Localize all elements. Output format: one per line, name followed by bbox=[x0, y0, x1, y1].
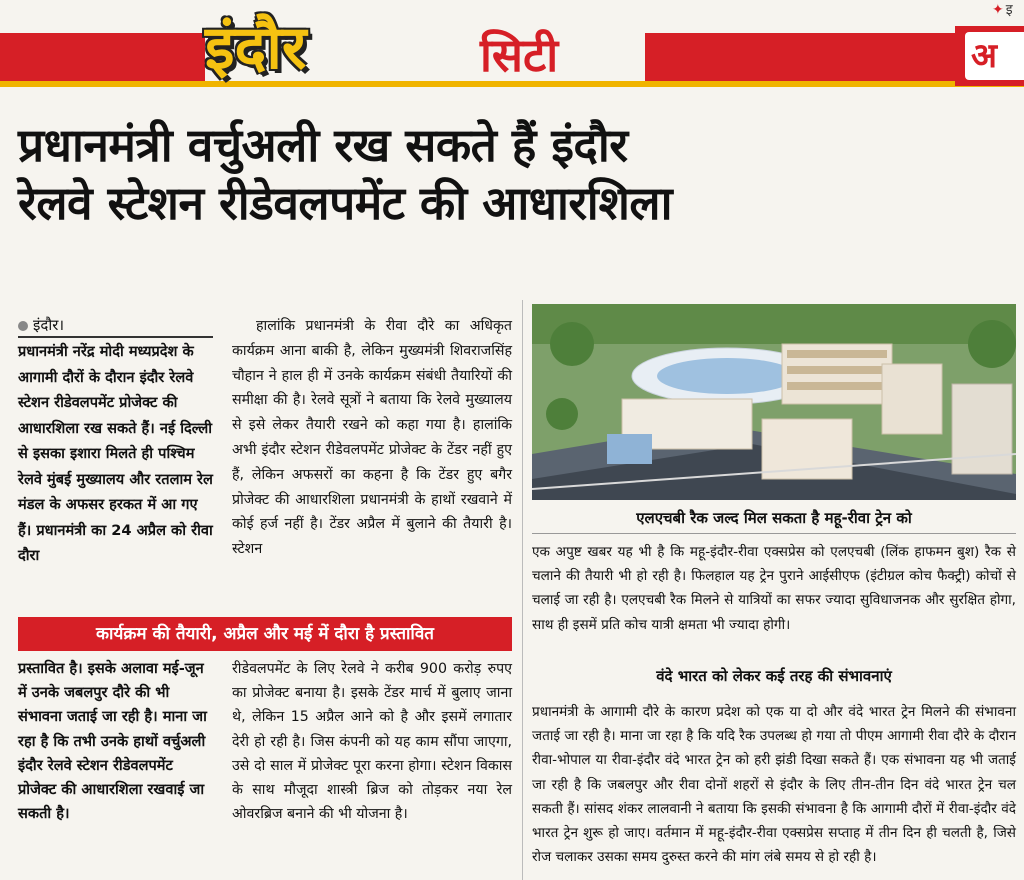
station-render-illustration bbox=[532, 304, 1016, 500]
lead-paragraph-continued: प्रस्तावित है। इसके अलावा मई-जून में उनके जबलपुर दौरे की भी संभावना जताई जा रही है। माना जा रहा है कि तभी उनके हाथों वर्चुअली इंदौर रेलवे स्टेशन रीडेवलपमेंट प्रोजेक्ट की आधारशिला रखवाई जा सकती है। bbox=[18, 660, 207, 823]
column-2-paragraph-continued: रीडेवलपमेंट के लिए रेलवे ने करीब 900 करोड़ रुपए का प्रोजेक्ट बनाया है। इसके टेंडर मार्च में बुलाए जाना थे, लेकिन 15 अप्रैल आने को है और इसमें लगातार देरी हो रही है। जिस कंपनी को यह काम सौंपा जाएगा, उसे दो साल में प्रोजेक्ट पूरा करना होगा। स्टेशन विकास के साथ मौजूदा शास्त्री ब्रिज को तोड़कर नया रेल ओवरब्रिज बनाने की भी योजना है। bbox=[232, 661, 512, 823]
corner-logo bbox=[955, 26, 1024, 86]
red-banner-subheading: कार्यक्रम की तैयारी, अप्रैल और मई में दौरा है प्रस्तावित bbox=[18, 617, 512, 651]
corner-mark-text: इ bbox=[1005, 2, 1013, 18]
right-paragraph-1: एक अपुष्ट खबर यह भी है कि महू-इंदौर-रीवा एक्सप्रेस को एलएचबी (लिंक हाफमन बुश) रैक से चलाने की तैयारी भी हो रही है। फिलहाल यह ट्रेन पुराने आईसीएफ (इंटीग्रल कोच फैक्ट्री) कोचों से चलाई जा रही है। एलएचबी रैक मिलने से यात्रियों का सफर ज्यादा सुविधाजनक और सुरक्षित होगा, साथ ही इसमें प्रति कोच यात्री क्षमता भी ज्यादा होगी। bbox=[532, 544, 1016, 633]
bullet-icon bbox=[18, 321, 28, 331]
station-render-photo bbox=[532, 304, 1016, 500]
masthead-title: इंदौर bbox=[205, 13, 307, 83]
photo-caption: एलएचबी रैक जल्द मिल सकता है महू-रीवा ट्रेन को bbox=[532, 506, 1016, 534]
right-paragraph-2: प्रधानमंत्री के आगामी दौरे के कारण प्रदेश को एक या दो और वंदे भारत ट्रेन मिलने की संभावना जताई जा रही है। माना जा रहा है कि यदि रैक उपलब्ध हो गया तो पीएम आगामी रीवा दौरे के दौरान रीवा-भोपाल या रीवा-इंदौर वंदे भारत ट्रेन को हरी झंडी दिखा सकते हैं। एक संभावना यह भी जताई जा रही है कि जबलपुर और रीवा दोनों शहरों से इंदौर के लिए तीन-तीन दिन वंदे भारत ट्रेन चल सकती हैं। सांसद शंकर लालवानी ने बताया कि इसकी संभावना है कि आगामी दौरों में रीवा-इंदौर वंदे भारत ट्रेन शुरू हो जाए। वर्तमान में महू-इंदौर-रीवा एक्सप्रेस सप्ताह में तीन दिन ही चलती है, जिसे रोज चलाकर उसका समय दुरुस्त करने की मांग लंबे समय से हो रही है। bbox=[532, 704, 1016, 866]
headline-line-1: प्रधानमंत्री वर्चुअली रख सकते हैं इंदौर bbox=[18, 118, 628, 172]
column-divider bbox=[522, 300, 523, 880]
right-subheading: वंदे भारत को लेकर कई तरह की संभावनाएं bbox=[656, 667, 892, 685]
dateline-text: इंदौर। bbox=[33, 316, 65, 334]
star-icon: ✦ bbox=[992, 2, 1004, 18]
corner-mark bbox=[992, 0, 1013, 20]
masthead-band-right bbox=[645, 33, 955, 81]
headline bbox=[18, 116, 1018, 232]
corner-logo-text: अ bbox=[965, 32, 1024, 80]
masthead-band-left bbox=[0, 33, 205, 81]
lead-paragraph: प्रधानमंत्री नरेंद्र मोदी मध्यप्रदेश के आगामी दौरों के दौरान इंदौर रेलवे स्टेशन रीडेवलपमेंट प्रोजेक्ट की आधारशिला रख सकते हैं। नई दिल्ली से इसका इशारा मिलते ही पश्चिम रेलवे मुंबई मुख्यालय और रतलाम रेल मंडल के अफसर हरकत में आ गए हैं। प्रधानमंत्री का 24 अप्रैल को रीवा दौरा bbox=[18, 343, 213, 564]
dateline bbox=[18, 316, 213, 338]
masthead-subtitle: सिटी bbox=[480, 28, 559, 82]
headline-line-2: रेलवे स्टेशन रीडेवलपमेंट की आधारशिला bbox=[18, 176, 673, 230]
column-2-paragraph: हालांकि प्रधानमंत्री के रीवा दौरे का अधिकृत कार्यक्रम आना बाकी है, लेकिन मुख्यमंत्री शिवराजसिंह चौहान ने हाल ही में उनके कार्यक्रम संबंधी तैयारियों की समीक्षा की है। रेलवे सूत्रों ने बताया कि रेलवे मुख्यालय से इसे लेकर तैयारी रखने को कहा गया है। हालांकि अभी इंदौर स्टेशन रीडेवलपमेंट प्रोजेक्ट के टेंडर नहीं हुए हैं, लेकिन अफसरों का कहना है कि टेंडर हुए बगैर प्रोजेक्ट की आधारशिला प्रधानमंत्री के हाथों रखवाने में कोई हर्ज नहीं है। टेंडर अप्रैल में बुलाने की तैयारी है। स्टेशन bbox=[232, 318, 512, 558]
